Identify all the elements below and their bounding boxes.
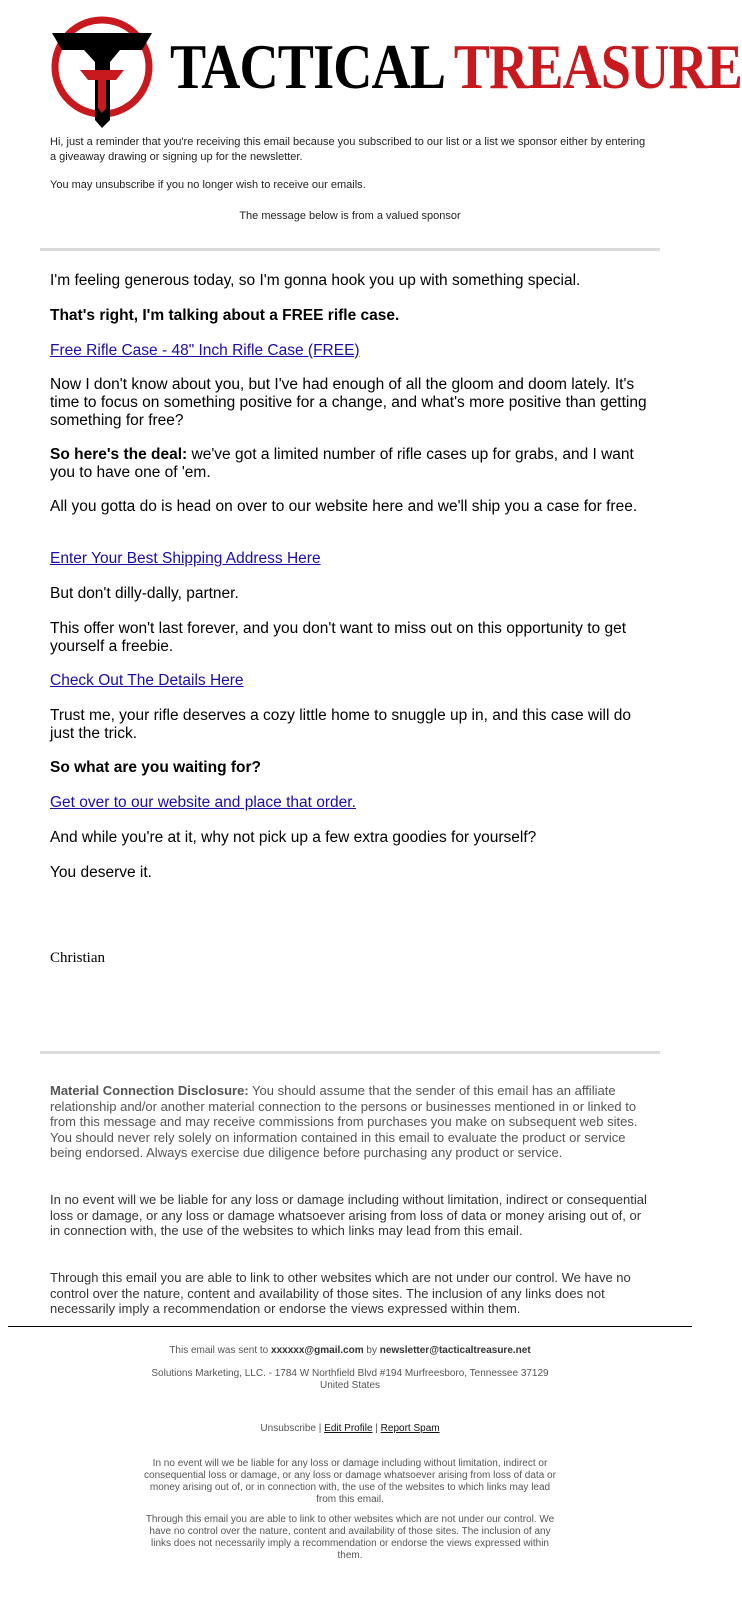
offer-paragraph: This offer won't last forever, and you don't want to miss out on this opportunity to get yourself a freebie. xyxy=(50,620,627,655)
footer-links xyxy=(140,1423,560,1435)
free-rifle-case-link[interactable]: Free Rifle Case - 48" Inch Rifle Case (FREE) xyxy=(50,342,360,359)
disclosure-title: Material Connection Disclosure: xyxy=(50,1083,249,1098)
link-paragraph-3 xyxy=(50,672,650,690)
unsubscribe-note: You may unsubscribe if you no longer wish to receive our emails. xyxy=(50,179,366,191)
waiting-bold: So what are you waiting for? xyxy=(50,759,261,776)
report-spam-link[interactable]: Report Spam xyxy=(380,1423,440,1434)
footer-sep-1: | xyxy=(316,1423,325,1434)
shipping-address-link[interactable]: Enter Your Best Shipping Address Here xyxy=(50,550,321,567)
material-disclosure xyxy=(50,1083,650,1161)
deal-text: we've got a limited number of rifle cases up for grabs, and I want you to have one of 'em. xyxy=(50,446,634,481)
link-paragraph-1 xyxy=(50,342,650,360)
recipient-email: xxxxxx@gmail.com xyxy=(271,1345,364,1356)
free-case-heading xyxy=(50,307,650,325)
intro-paragraph: I'm feeling generous today, so I'm gonna hook you up with something special. xyxy=(50,272,581,289)
goodies-paragraph: And while you're at it, why not pick up a few extra goodies for yourself? xyxy=(50,829,537,846)
subscription-reminder: Hi, just a reminder that you're receiving this email because you subscribed to our list or a list we sponsor either by entering a giveaway drawing or signing up for the newsletter. xyxy=(50,136,646,163)
signature: Christian xyxy=(50,950,105,966)
unsubscribe-link[interactable]: Unsubscribe xyxy=(260,1423,316,1434)
deserve-paragraph: You deserve it. xyxy=(50,864,152,881)
brand-wordmark xyxy=(170,32,742,102)
link-paragraph-2 xyxy=(50,550,650,568)
edit-profile-link[interactable]: Edit Profile xyxy=(324,1423,373,1434)
details-link[interactable]: Check Out The Details Here xyxy=(50,672,244,689)
brand-name-black: TACTICAL xyxy=(170,32,443,102)
company-address: Solutions Marketing, LLC. - 1784 W Northfield Blvd #194 Murfreesboro, Tennessee 37129 United States xyxy=(151,1368,549,1391)
link-paragraph-4 xyxy=(50,794,650,812)
footer-liability: In no event will we be liable for any loss or damage including without limitation, indirect or consequential loss or damage, or any loss or damage whatsoever arising from loss of data or money arising out of, or in connection with, the use of the websites to which links may lead from this email. xyxy=(144,1458,556,1505)
deal-paragraph xyxy=(50,446,650,482)
website-paragraph: All you gotta do is head on over to our website here and we'll ship you a case for free. xyxy=(50,498,638,515)
dilly-dally-paragraph: But don't dilly-dally, partner. xyxy=(50,585,239,602)
divider-top xyxy=(40,248,660,251)
deal-bold: So here's the deal: xyxy=(50,446,188,463)
gloom-paragraph: Now I don't know about you, but I've had enough of all the gloom and doom lately. It's time to focus on something positive for a change, and what's more positive than getting something for free? xyxy=(50,376,647,429)
place-order-link[interactable]: Get over to our website and place that order. xyxy=(50,794,356,811)
sponsor-note: The message below is from a valued sponsor xyxy=(239,210,461,222)
footer-links-note: Through this email you are able to link to other websites which are not under our control. We have no control over the nature, content and availability of those sites. The inclusion of any links does not necessarily imply a recommendation or endorse the views expressed within them. xyxy=(145,1514,555,1561)
liability-statement: In no event will we be liable for any loss or damage including without limitation, indirect or consequential loss or damage, or any loss or damage whatsoever arising from loss of data or money arising out of, or in connection with, the use of the websites to which links may lead from this email. xyxy=(50,1192,647,1238)
trust-paragraph: Trust me, your rifle deserves a cozy little home to snuggle up in, and this case will do just the trick. xyxy=(50,707,631,742)
free-case-bold: That's right, I'm talking about a FREE rifle case. xyxy=(50,307,400,324)
footer-sep-2: | xyxy=(372,1423,381,1434)
waiting-heading xyxy=(50,759,650,777)
brand-header xyxy=(50,10,742,128)
divider-bottom xyxy=(40,1051,660,1054)
sent-prefix: This email was sent to xyxy=(169,1345,272,1356)
external-links-statement: Through this email you are able to link to other websites which are not under our control. We have no control over the nature, content and availability of those sites. The inclusion of any links does not necessarily imply a recommendation or endorse the views expressed within them. xyxy=(50,1270,631,1316)
sender-email: newsletter@tacticaltreasure.net xyxy=(379,1345,531,1356)
sent-to-line xyxy=(140,1345,560,1357)
brand-name-red: TREASURE xyxy=(453,32,742,102)
disclosure-text: You should assume that the sender of this email has an affiliate relationship and/or another material connection to the persons or businesses mentioned in or linked to from this message and may receive commissions from purchases you make on subsequent web sites. You should never rely solely on information contained in this email to evaluate the product or service being endorsed. Always exercise due diligence before purchasing any product or service. xyxy=(50,1083,638,1160)
tt-circle-logo-icon xyxy=(50,10,160,128)
sent-by: by xyxy=(363,1345,380,1356)
footer-rule xyxy=(8,1326,692,1327)
